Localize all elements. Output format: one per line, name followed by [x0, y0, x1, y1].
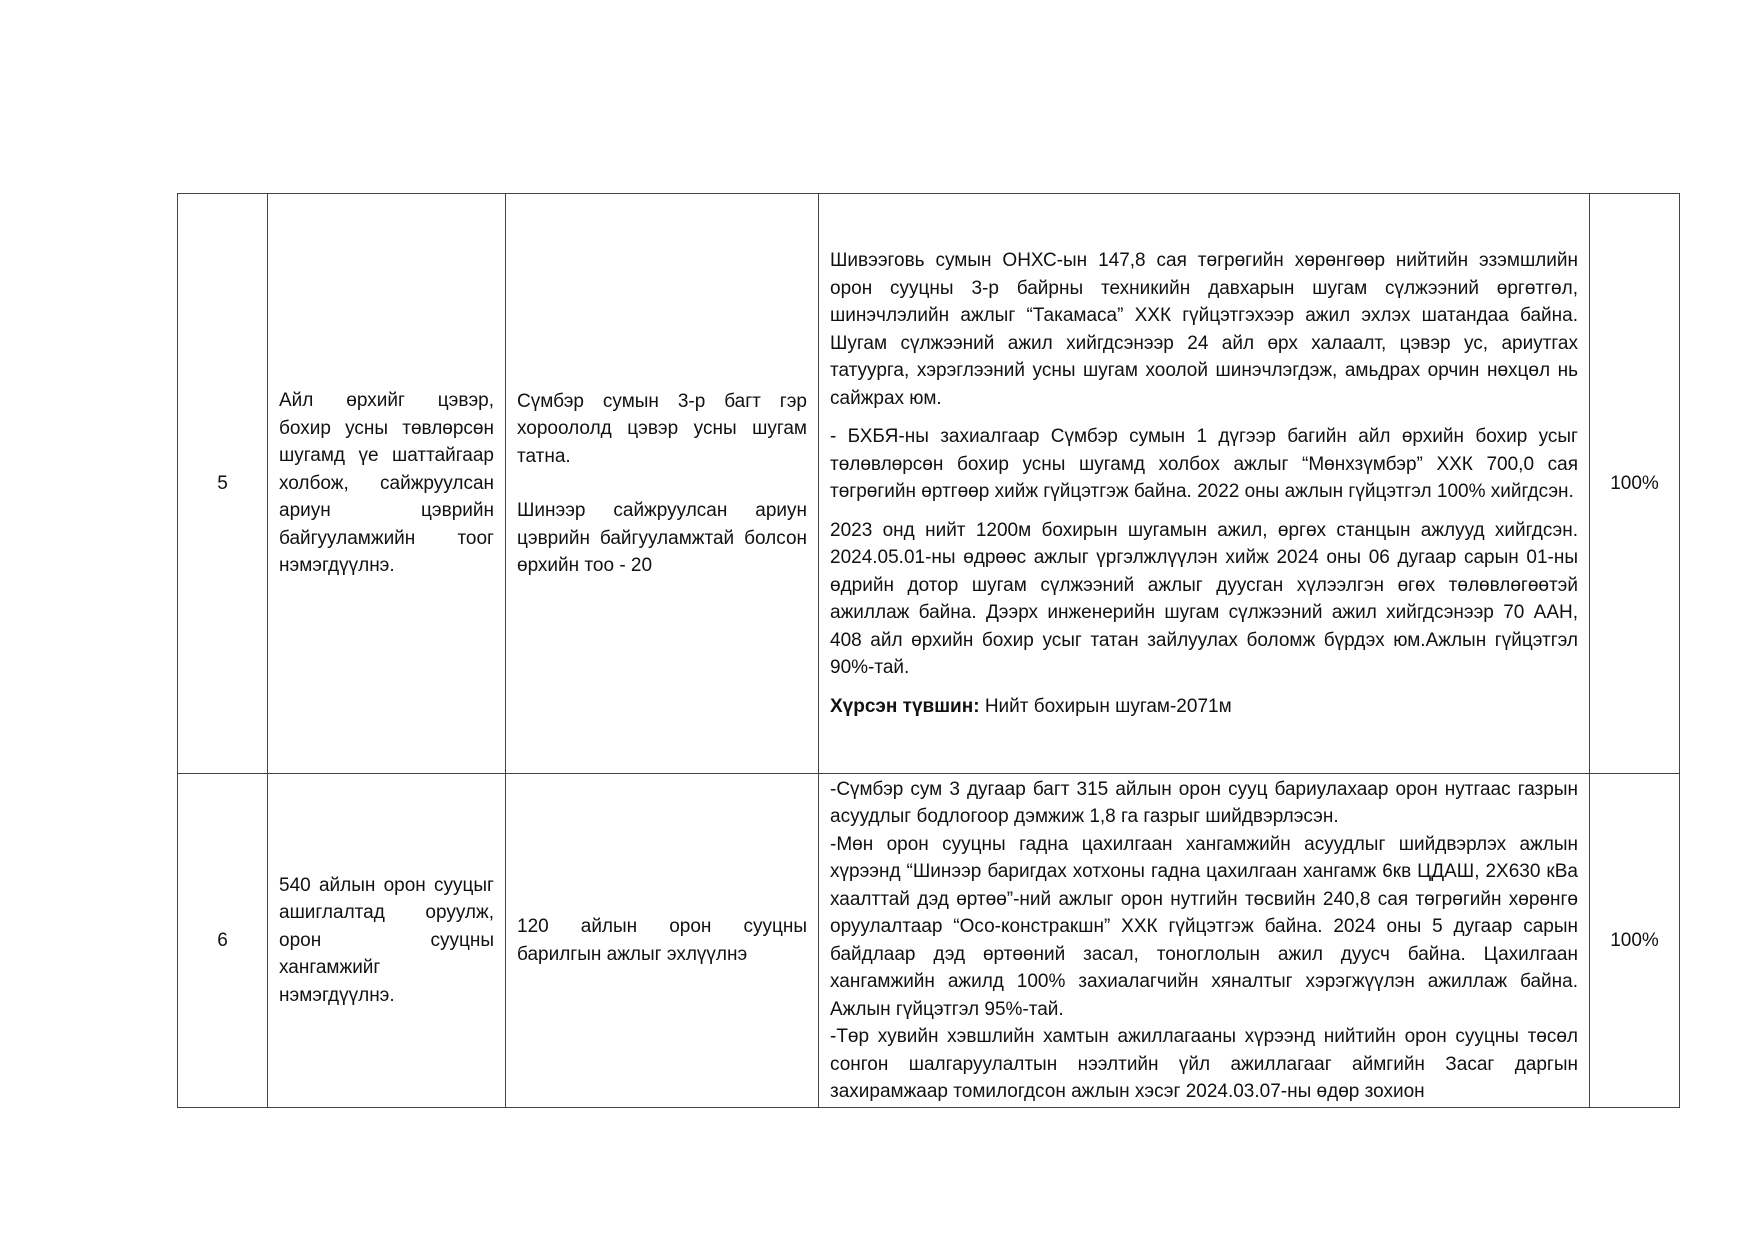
- row-number: 5: [178, 194, 268, 774]
- performance-paragraph: -Мөн орон сууцны гадна цахилгаан хангамжийн асуудлыг шийдвэрлэх ажлын хүрээнд “Шинээр баригдах хотхоны гадна цахилгаан хангамж 6кв ЦДАШ, 2Х630 кВа хаалттай дэд өртөө”-ний ажлыг орон нутгийн төсвийн 240,8 сая төгрөгийн хөрөнгө оруулалтаар “Осо-констракшн” ХХК гүйцэтгэж байна. 2024 оны 5 дугаар сарын байдлаар дэд өртөөний засал, тоноглолын ажил дуусч байна. Цахилгаан хангамжийн ажилд 100% захиалагчийн хяналтыг хэрэгжүүлэн ажиллаж байна. Ажлын гүйцэтгэл 95%-тай.: [830, 833, 1578, 1020]
- performance-paragraph: - БХБЯ-ны захиалгаар Сүмбэр сумын 1 дүгээр багийн айл өрхийн бохир усыг төлөвлөрсөн бохир усны шугамд холбох ажлыг “Мөнхзүмбэр” ХХК 700,0 сая төгрөгийн өртгөөр хийж гүйцэтгэж байна. 2022 оны ажлын гүйцэтгэл 100% хийгдсэн.: [830, 426, 1578, 502]
- performance-paragraph: Шивээговь сумын ОНХС-ын 147,8 сая төгрөгийн хөрөнгөөр нийтийн эзэмшлийн орон сууцны 3-р байрны техникийн давхарын шугам сүлжээний өргөтгөл, шинэчлэлийн ажлыг “Такамаса” ХХК гүйцэтгэхээр ажил эхлэх шатандаа байна. Шугам сүлжээний ажил хийгдсэнээр 24 айл өрх халаалт, цэвэр ус, ариутгах татуурга, хэрэглээний усны шугам хоолой шинэчлэгдэж, амьдрах орчин нөхцөл нь сайжрах юм.: [830, 250, 1578, 409]
- report-table: [177, 193, 1680, 1108]
- goal-cell: Айл өрхийг цэвэр, бохир усны төвлөрсөн шугамд үе шаттайгаар холбож, сайжруулсан ариун цэврийн байгууламжийн тоог нэмэгдүүлнэ.: [268, 194, 506, 774]
- performance-paragraph: -Төр хувийн хэвшлийн хамтын ажиллагааны хүрээнд нийтийн орон сууцны төсөл сонгон шалгаруулалтын нээлтийн үйл ажиллагааг аймгийн Засаг даргын захирамжаар томилогдсон ажлын хэсэг 2024.03.07-ны өдөр зохион: [830, 1026, 1578, 1102]
- table-row: [178, 774, 1680, 1108]
- percent-cell: 100%: [1590, 774, 1680, 1108]
- table-row: [178, 194, 1680, 774]
- indicator-text: Сүмбэр сумын 3-р багт гэр хороололд цэвэр усны шугам татна.: [517, 390, 807, 467]
- row-number: 6: [178, 774, 268, 1108]
- performance-paragraph: -Сүмбэр сум 3 дугаар багт 315 айлын орон сууц бариулахаар орон нутгаас газрын асуудлыг бодлогоор дэмжиж 1,8 га газрыг шийдвэрлэсэн.: [830, 778, 1578, 827]
- achieved-value: Нийт бохирын шугам-2071м: [979, 695, 1232, 717]
- performance-cell: [819, 774, 1590, 1108]
- indicator-cell: [506, 194, 819, 774]
- performance-paragraph: 2023 онд нийт 1200м бохирын шугамын ажил, өргөх станцын ажлууд хийгдсэн. 2024.05.01-ны өдрөөс ажлыг үргэлжлүүлэн хийж 2024 оны 06 дугаар сарын 01-ны өдрийн дотор шугам сүлжээний ажлыг дуусган хүлээлгэн өгөх төлөвлөгөөтэй ажиллаж байна. Дээрх инженерийн шугам сүлжээний ажил хийгдсэнээр 70 ААН, 408 айл өрхийн бохир усыг татан зайлуулах боломж бүрдэх юм.Ажлын гүйцэтгэл 90%-тай.: [830, 519, 1578, 678]
- performance-cell: [819, 194, 1590, 774]
- achieved-label: Хүрсэн түвшин:: [830, 695, 980, 717]
- goal-cell: 540 айлын орон сууцыг ашиглалтад оруулж, орон сууцны хангамжийг нэмэгдүүлнэ.: [268, 774, 506, 1108]
- indicator-text: 120 айлын орон сууцны барилгын ажлыг эхлүүлнэ: [517, 916, 807, 965]
- indicator-cell: [506, 774, 819, 1108]
- indicator-text: Шинээр сайжруулсан ариун цэврийн байгууламжтай болсон өрхийн тоо - 20: [517, 500, 807, 576]
- percent-cell: 100%: [1590, 194, 1680, 774]
- achieved-level: [830, 693, 1578, 721]
